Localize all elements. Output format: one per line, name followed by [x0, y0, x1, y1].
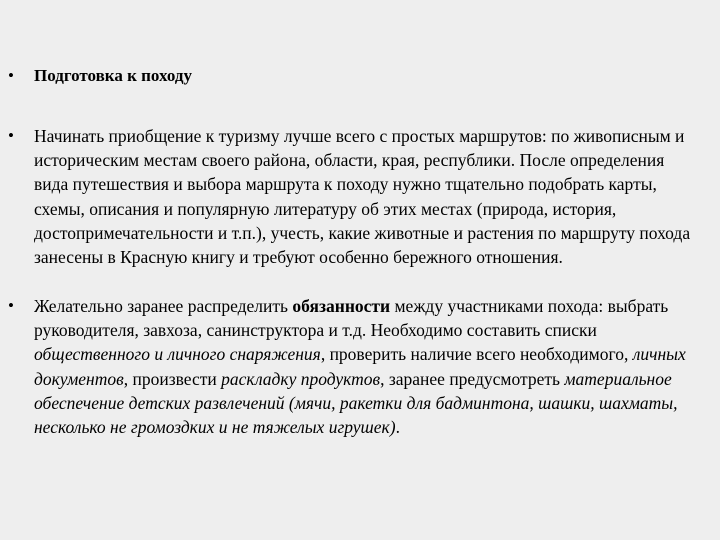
paragraph-2-segment: , проверить наличие всего необходимого,: [320, 344, 633, 365]
paragraph-2-segment: Желательно заранее распределить: [34, 296, 293, 316]
bullet-item-heading: [0, 64, 694, 88]
paragraph-2-italic-food: раскладку продуктов: [221, 368, 381, 389]
bullet-icon: •: [8, 296, 14, 315]
bullet-icon: •: [8, 66, 14, 85]
bullet-item-paragraph-2: [0, 294, 694, 439]
paragraph-2-bold-duties: обязанности: [292, 296, 391, 316]
heading-text: Подготовка к походу: [34, 66, 192, 85]
paragraph-2-segment: , заранее предусмотреть: [380, 368, 565, 389]
paragraph-2-italic-equipment: общественного и личного снаряжения: [34, 344, 321, 365]
paragraph-2-segment: между участниками похода: выбрать руководителя, завхоза, санинструктора и т.д. Необходимо составить списки: [34, 296, 669, 341]
bullet-icon: •: [8, 126, 14, 145]
bullet-item-paragraph-1: [0, 124, 694, 269]
paragraph-2-italic-documents: личных документов: [34, 344, 686, 389]
paragraph-2-segment: , произвести: [123, 368, 222, 389]
paragraph-1-text: Начинать приобщение к туризму лучше всего с простых маршрутов: по живописным и историческим местам своего района, области, края, республики. После определения вида путешествия и выбора маршрута к походу нужно тщательно подобрать карты, схемы, описания и популярную литературу об этих местах (природа, история, достопримечательности и т.п.), учесть, какие животные и растения по маршруту похода занесены в Красную книгу и требуют особенно бережного отношения.: [34, 126, 691, 268]
paragraph-2-segment: .: [395, 417, 400, 438]
paragraph-2-text: [34, 294, 694, 439]
paragraph-2-italic-entertainment: материальное обеспечение детских развлечений (мячи, ракетки для бадминтона, шашки, шахматы, несколько не громоздких и не тяжелых игрушек): [34, 368, 678, 438]
